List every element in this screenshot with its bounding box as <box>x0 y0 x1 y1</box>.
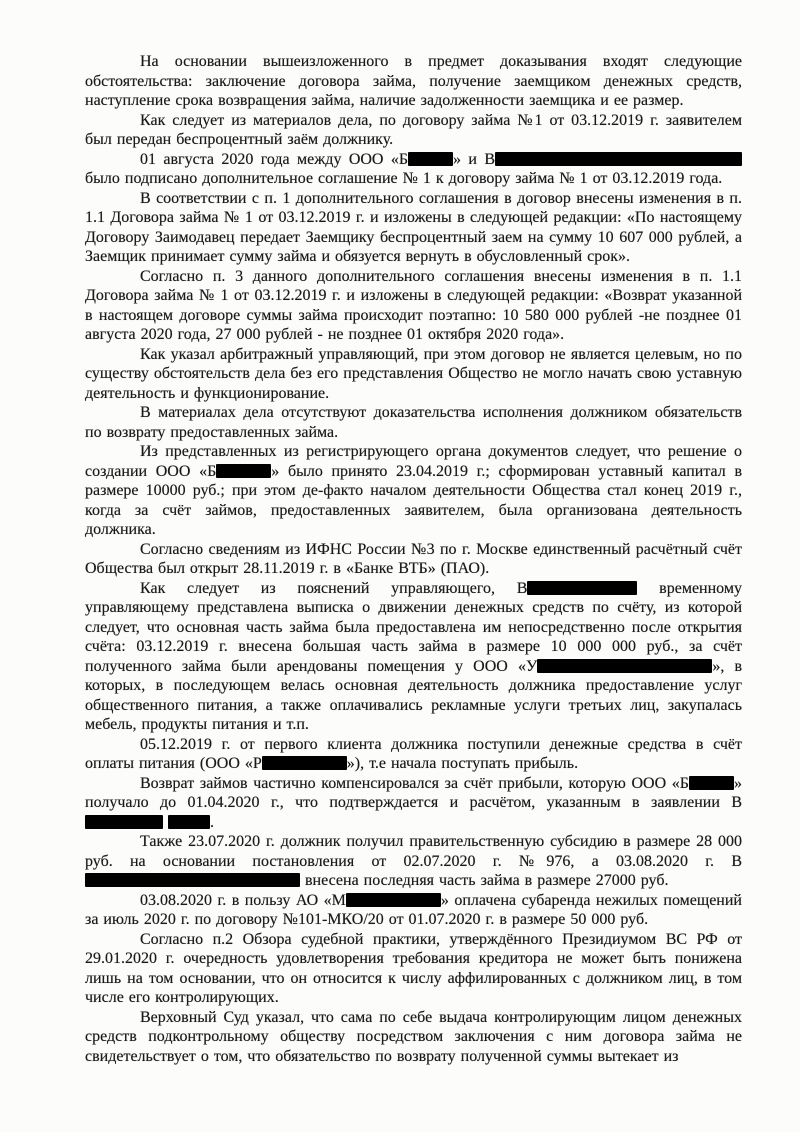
redaction-bar <box>495 152 742 166</box>
redaction-bar <box>85 815 163 829</box>
paragraph: 03.08.2020 г. в пользу АО «М » оплачена субаренда нежилых помещений за июль 2020 г. по договору №101-МКО/20 от 01.07.2020 г. в размере 50 000 руб. <box>85 891 742 928</box>
paragraph: 05.12.2019 г. от первого клиента должника поступили денежные средства в счёт оплаты питания (ООО «Р »), т.е начала поступать прибыль. <box>85 735 742 772</box>
paragraph: Согласно сведениям из ИФНС России №3 по г. Москве единственный расчётный счёт Общества был открыт 28.11.2019 г. в «Банке ВТБ» (ПАО). <box>85 540 742 577</box>
redaction-bar <box>85 873 300 887</box>
paragraph: В материалах дела отсутствуют доказательства исполнения должником обязательств по возврату предоставленных займа. <box>85 404 742 441</box>
paragraph: Как следует из пояснений управляющего, В временному управляющему представлена выписка о движении денежных средств по счёту, из которой следует, что основная часть займа была предоставлена им непосредственно после открытия счёта: 03.12.2019 г. внесена большая часть займа в размере 10 000 000 руб., за счёт полученного займа были арендованы помещения у ООО «У », в которых, в последующем велась основная деятельность должника предоставление услуг общественного питания, а также оплачивались рекламные услуги третьих лиц, закупалась мебель, продукты питания и т.п. <box>85 579 743 733</box>
redaction-bar <box>408 152 453 166</box>
redaction-bar <box>537 659 712 673</box>
document-body <box>85 52 742 1066</box>
paragraph: Также 23.07.2020 г. должник получил правительственную субсидию в размере 28 000 руб. на основании постановления от 02.07.2020 г. №976, а 03.08.2020 г. В внесена последняя часть займа в размере 27000 руб. <box>85 833 742 889</box>
paragraph: Согласно п.2 Обзора судебной практики, утверждённого Президиумом ВС РФ от 29.01.2020 г. очередность удовлетворения требования кредитора не может быть понижена лишь на том основании, что он относится к числу аффилированных с должником лиц, в том числе его контролирующих. <box>85 930 742 1006</box>
paragraph: На основании вышеизложенного в предмет доказывания входят следующие обстоятельства: заключение договора займа, получение заемщиком денежных средств, наступление срока возвращения займа, наличие задолженности заемщика и ее размер. <box>85 53 742 109</box>
paragraph: Из представленных из регистрирующего органа документов следует, что решение о создании ООО «Б » было принято 23.04.2019 г.; сформирован уставный капитал в размере 10000 руб.; при этом де-факто началом деятельности Общества стал конец 2019 г., когда за счёт займов, предоставленных заявителем, была организована деятельность должника. <box>85 443 742 538</box>
paragraph: Согласно п. 3 данного дополнительного соглашения внесены изменения в п. 1.1 Договора займа № 1 от 03.12.2019 г. и изложены в следующей редакции: «Возврат указанной в настоящем договоре суммы займа происходит поэтапно: 10 580 000 рублей -не позднее 01 августа 2020 года, 27 000 рублей - не позднее 01 октября 2020 года». <box>85 267 742 343</box>
paragraph: Верховный Суд указал, что сама по себе выдача контролирующим лицом денежных средств подконтрольному обществу посредством заключения с ним договора займа не свидетельствует о том, что обязательство по возврату полученной суммы вытекает из <box>85 1008 742 1065</box>
paragraph: Как указал арбитражный управляющий, при этом договор не является целевым, но по существу обстоятельств дела без его представления Общество не могло начать свою уставную деятельность и функционирование. <box>85 345 742 402</box>
redaction-bar <box>168 815 210 829</box>
redaction-bar <box>346 893 441 907</box>
paragraph: Как следует из материалов дела, по договору займа №1 от 03.12.2019 г. заявителем был передан беспроцентный заём должнику. <box>85 111 742 148</box>
paragraph: 01 августа 2020 года между ООО «Б » и В было подписано дополнительное соглашение № 1 к договору займа № 1 от 03.12.2019 года. <box>85 150 742 189</box>
paragraph: Возврат займов частично компенсировался за счёт прибыли, которую ООО «Б » получало до 01.04.2020 г., что подтверждается и расчётом, указанным в заявлении В . <box>85 774 742 831</box>
redaction-bar <box>527 581 637 595</box>
redaction-bar <box>689 776 734 790</box>
redaction-bar <box>262 756 347 770</box>
redaction-bar <box>216 464 271 478</box>
paragraph: В соответствии с п. 1 дополнительного соглашения в договор внесены изменения в п. 1.1 Договора займа № 1 от 03.12.2019 г. и изложены в следующей редакции: «По настоящему Договору Заимодавец передает Заемщику беспроцентный заем на сумму 10 607 000 рублей, а Заемщик принимает сумму займа и обязуется вернуть в обусловленный срок». <box>85 189 742 265</box>
